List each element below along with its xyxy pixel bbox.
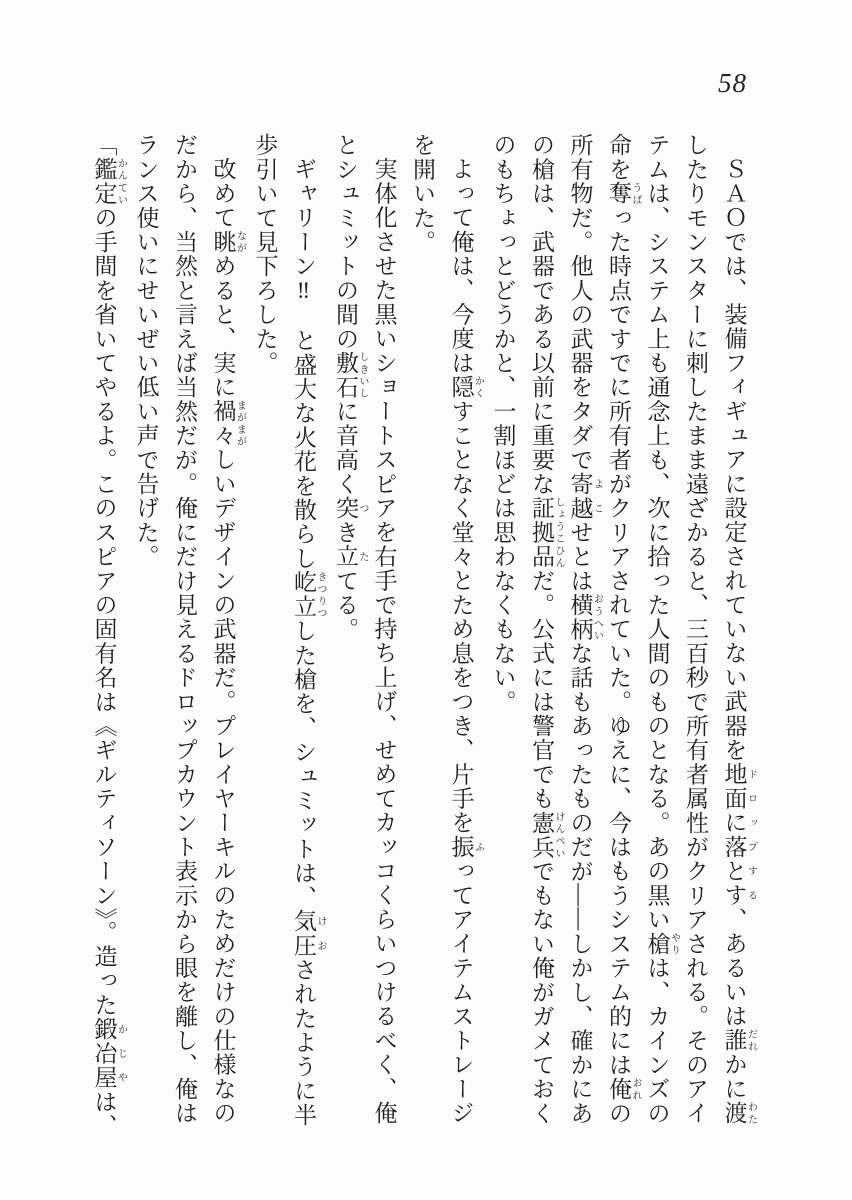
ruby-annotated-word: 鍛冶屋 かじや	[91, 1016, 127, 1090]
ruby-annotated-word: 屹立 きつりつ	[291, 570, 326, 619]
ruby-annotated-word: 眺 なが	[210, 229, 246, 254]
ruby-annotated-word: 振 ふ	[448, 834, 484, 859]
ruby-annotated-word: 寄越 よこ	[567, 471, 603, 521]
ruby-annotated-word: 立 た	[333, 544, 368, 569]
ruby-annotated-word: 隠 かく	[448, 374, 484, 400]
ruby-annotated-word: 俺 おれ	[606, 1076, 641, 1102]
ruby-annotated-word: 憲兵 けんぺい	[529, 810, 564, 860]
ruby-annotated-word: 横柄 おうへい	[567, 592, 603, 642]
ruby-annotated-word: 奪 うば	[606, 181, 641, 206]
ruby-annotated-word: 敷石 しきいし	[333, 350, 368, 400]
ruby-annotated-word: 禍々 まがまが	[210, 399, 246, 448]
ruby-annotated-word: 鑑定 かんてい	[91, 157, 127, 206]
paragraph: 実体化させた黒いショートスピアを右手で持ち上げ、せめてカッコくらいつけるべく、俺とシュミットの間の敷石 しきいしに音高く突 つき立 たてる。	[333, 133, 397, 1125]
ruby-annotated-word: 突 つ	[333, 496, 368, 521]
page-number: 58	[718, 68, 747, 98]
ruby-annotated-word: 地面に落とす ドロップする	[721, 762, 757, 908]
paragraph: ギャリーン‼ と盛大な火花を散らし屹立 きつりつした槍を、シュミットは、気圧 けおされたように半歩引いて見下ろした。	[252, 133, 326, 1128]
ruby-annotated-word: 誰 だれ	[721, 1028, 757, 1053]
paragraph: ＳＡＯでは、装備フィギュアに設定されていない武器を地面に落とす ドロップする、あるいは誰 だれかに渡 わたしたりモンスターに刺したまま遠ざかると、三百秒で所有者属性がクリアされる。そのアイテムは、システム上も通念上も、次に拾った人間のものとなる。あの黒い槍 やりは、カインズの命を奪 うばった時点ですでに所有者がクリアされていた。ゆえに、今はもうシステム的には俺 おれの所有物だ。他人の武器をタダで寄越 よこせとは横柄 おうへいな話もあったものだが――しかし、確かにあの槍は、武器である以前に重要な証拠品 しょうこひんだ。公式には警官でも憲兵 けんぺいでもない俺がガメておくのもちょっとどうかと、一割ほどは思わなくもない。	[490, 133, 757, 1126]
ruby-annotated-word: 気圧 けお	[291, 909, 326, 958]
body-text	[91, 133, 757, 1145]
paragraph: 「鑑定 かんていの手間を省いてやるよ。このスピアの固有名は《ギルティソーン》。造った鍛冶屋 かじやは、	[91, 133, 127, 1138]
paragraph: 改めて眺 ながめると、実に禍々 まがまがしいデザインの武器だ。プレイヤーキルのためだけの仕様なのだから、当然と言えば当然だが。俺にだけ見えるドロップカウント表示から眼を離し、俺はランス使いにせいぜい低い声で告げた。	[133, 133, 246, 1126]
ruby-annotated-word: 渡 わた	[721, 1100, 757, 1126]
ruby-annotated-word: 証拠品 しょうこひん	[529, 496, 564, 569]
paragraph: よって俺は、今度は隠 かくすことなく堂々とため息をつき、片手を振 ふってアイテムストレージを開いた。	[410, 133, 484, 1126]
ruby-annotated-word: 槍 やり	[644, 931, 680, 956]
